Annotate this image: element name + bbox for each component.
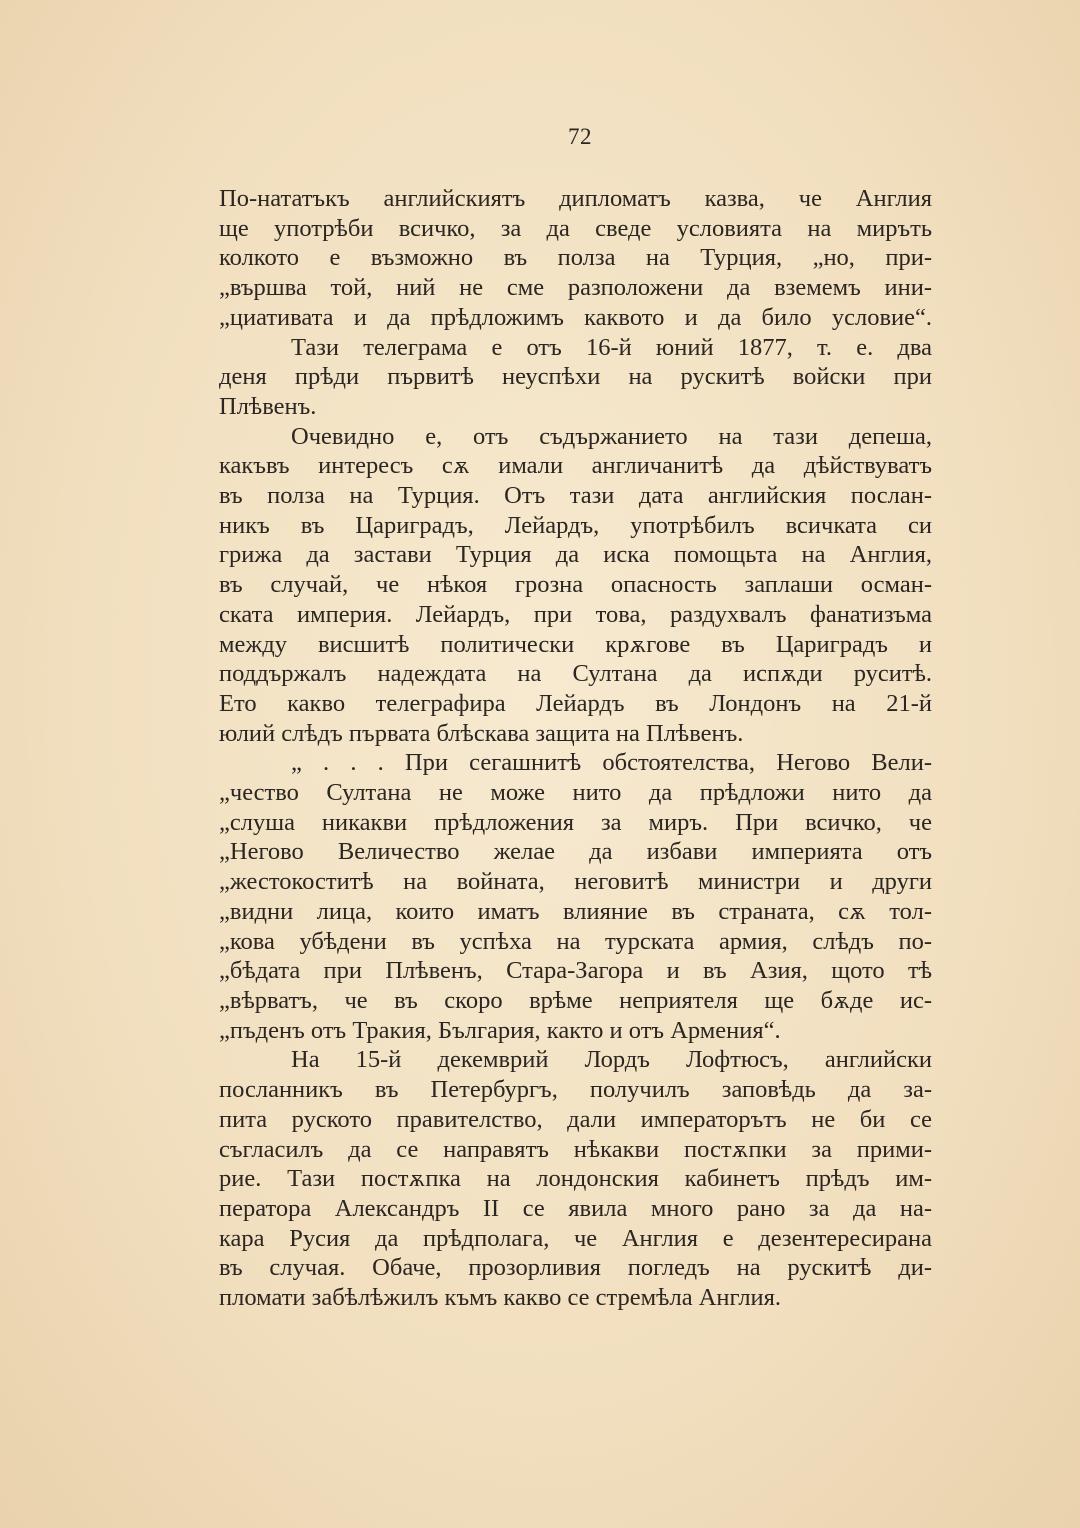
text-line: „ . . . При сегашнитѣ обстоятелства, Негово Вели- xyxy=(291,749,932,777)
paragraph xyxy=(219,184,932,333)
text-line: въ случай, че нѣкоя грозна опасность заплаши осман- xyxy=(219,571,932,599)
page-text xyxy=(219,184,932,1313)
text-line: ще употрѣби всичко, за да сведе условията на миръть xyxy=(219,214,932,242)
text-line: въ полза на Турция. Отъ тази дата английския послан- xyxy=(219,482,932,510)
text-line: На 15-й декемврий Лордъ Лофтюсъ, английски xyxy=(291,1046,932,1074)
text-line: пита руското правителство, дали императорътъ не би се xyxy=(219,1105,932,1133)
text-line: Тази телеграма е отъ 16-й юний 1877, т. е. два xyxy=(291,333,932,361)
text-line: ператора Александръ II се явила много рано за да на- xyxy=(219,1194,932,1222)
text-line: „вѣрватъ, че въ скоро врѣме неприятеля ще бѫде ис- xyxy=(219,986,932,1014)
text-line: деня прѣди първитѣ неуспѣхи на рускитѣ войски при xyxy=(219,363,932,391)
text-line: „слуша никакви прѣдложения за миръ. При всичко, че xyxy=(219,808,932,836)
text-line: „вършва той, ний не сме разположени да вземемъ ини- xyxy=(219,274,932,302)
quotation-paragraph xyxy=(219,748,932,1045)
text-line: „чество Султана не може нито да прѣдложи нито да xyxy=(219,779,932,807)
text-line: пломати забѣлѣжилъ къмъ какво се стремѣла Англия. xyxy=(219,1284,782,1312)
text-line: какъвъ интересъ сѫ имали англичанитѣ да дѣйствуватъ xyxy=(219,452,932,480)
text-line: Плѣвенъ. xyxy=(219,392,317,420)
text-line: рие. Тази постѫпка на лондонския кабинетъ прѣдъ им- xyxy=(219,1165,932,1193)
text-line: съгласилъ да се направятъ нѣкакви постѫпки за прими- xyxy=(219,1135,932,1163)
text-line: „пъденъ отъ Тракия, България, както и отъ Армения“. xyxy=(219,1016,781,1044)
text-line: „жестокоститѣ на войната, неговитѣ министри и други xyxy=(219,868,932,896)
text-line: „циативата и да прѣдложимъ каквото и да било условие“. xyxy=(219,303,932,331)
text-line: между висшитѣ политически крѫгове въ Цариградъ и xyxy=(219,630,932,658)
paragraph xyxy=(219,1045,932,1312)
text-line: колкото е възможно въ полза на Турция, „но, при- xyxy=(219,244,932,272)
text-line: „видни лица, които иматъ влияние въ страната, сѫ тол- xyxy=(219,897,932,925)
page-number: 72 xyxy=(568,124,592,149)
text-line: ската империя. Лейардъ, при това, раздухвалъ фанатизъма xyxy=(219,600,932,628)
text-line: „бѣдата при Плѣвенъ, Стара-Загора и въ Азия, щото тѣ xyxy=(219,957,932,985)
text-line: поддържалъ надеждата на Султана да испѫди руситѣ. xyxy=(219,660,932,688)
text-line: никъ въ Цариградъ, Лейардъ, употрѣбилъ всичката си xyxy=(219,511,932,539)
paragraph xyxy=(219,333,932,422)
text-line: Очевидно е, отъ съдържанието на тази депеша, xyxy=(291,422,932,450)
text-line: „Негово Величество желае да избави империята отъ xyxy=(219,838,932,866)
text-line: въ случая. Обаче, прозорливия погледъ на рускитѣ ди- xyxy=(219,1254,932,1282)
text-line: посланникъ въ Петербургъ, получилъ заповѣдь да за- xyxy=(219,1076,932,1104)
text-line: Ето какво телеграфира Лейардъ въ Лондонъ на 21-й xyxy=(219,689,932,717)
text-line: юлий слѣдъ първата блѣскава защита на Плѣвенъ. xyxy=(219,719,744,747)
paragraph xyxy=(219,422,932,749)
text-line: кара Русия да прѣдполага, че Англия е дезентересирана xyxy=(219,1224,932,1252)
text-line: „кова убѣдени въ успѣха на турската армия, слѣдъ по- xyxy=(219,927,932,955)
text-line: По-нататъкъ английскиятъ дипломатъ казва, че Англия xyxy=(219,185,932,212)
text-line: грижа да застави Турция да иска помощьта на Англия, xyxy=(219,541,932,569)
